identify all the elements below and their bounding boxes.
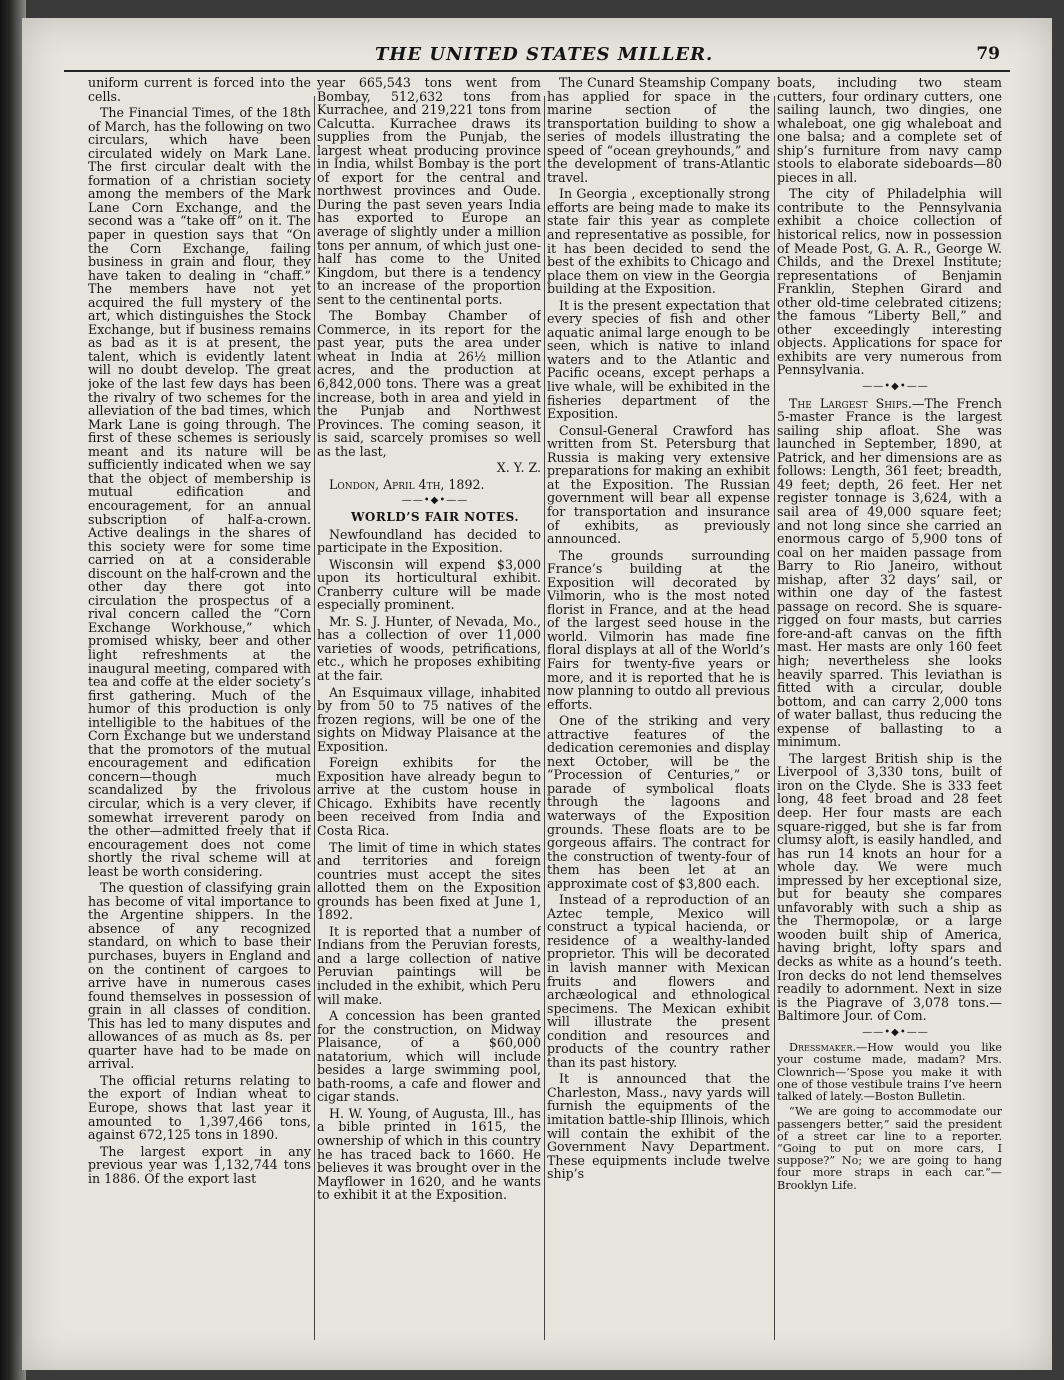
note-paragraph: The city of Philadelphia will contribute to the Pennsylvania exhibit a choice collection of historical relics, now in possession of Meade Post, G. A. R., George W. Childs, and the Drexel Institute; representations of Benjamin Franklin, Stephen Girard and other old-time celebrated citizens; the famous “Liberty Bell,” and other exceedingly interesting objects. Applications for space for exhibits are very numerous from Pennsylvania. <box>777 186 1002 378</box>
note-paragraph: Consul-General Crawford has written from St. Petersburg that Russia is making very extensive preparations for making an exhibit at the Exposition. The Russian government will bear all expense for transportation and insurance of exhibits, as previously announced. <box>547 422 770 547</box>
note-paragraph: Wisconsin will expend $3,000 upon its horticultural exhibit. Cranberry culture will be made especially prominent. <box>317 556 541 613</box>
note-paragraph: Instead of a reproduction of an Aztec temple, Mexico will construct a typical hacienda, or residence of a wealthy-landed proprietor. This will be decorated in lavish manner with Mexican fruits and flowers and archæological and ethnological specimens. The Mexican exhibit will illustrate the present condition and resources and products of the country rather than its past history. <box>547 892 770 1070</box>
header-rule <box>64 70 1010 72</box>
note-paragraph: Mr. S. J. Hunter, of Nevada, Mo., has a collection of over 11,000 varieties of woods, petrifications, etc., which he proposes exhibiting at the fair. <box>317 613 541 683</box>
note-paragraph: It is the present expectation that every species of fish and other aquatic animal large enough to be seen, which is native to inland waters and to the Atlantic and Pacific oceans, except perhaps a live whale, will be exhibited in the fisheries department of the Exposition. <box>547 297 770 422</box>
article-paragraph: The largest export in any previous year was 1,132,744 tons in 1886. Of the export last <box>88 1143 311 1186</box>
column-2 <box>317 76 541 1344</box>
ornament-divider: ——•◆•—— <box>862 1026 929 1038</box>
page-number: 79 <box>976 44 1000 64</box>
article-text: —How would you like your costume made, madam? Mrs. Clownrich—’Spose you make it with one of those vestibule trains I’ve heern talked of lately.—Boston Bulletin. <box>777 1041 1002 1104</box>
note-paragraph: The grounds surrounding France’s building at the Exposition will decorated by Vilmorin, who is the most noted florist in France, and at the head of the largest seed house in the world. Vilmorin has made fine floral displays at all of the World’s Fairs for twenty-five years or more, and it is reported that he is now planning to outdo all previous efforts. <box>547 547 770 712</box>
signature: X. Y. Z. <box>496 460 541 476</box>
column-4 <box>777 76 1002 1344</box>
column-divider <box>544 96 545 1340</box>
column-3 <box>547 76 770 1344</box>
ornament-divider: ——•◆•—— <box>401 495 469 507</box>
article-paragraph: The question of classifying grain has become of vital importance to the Argentine shippers. In the absence of any recognized standard, on which to base their purchases, buyers in England and on the continent of cargoes to arrive have in numerous cases found themselves in possession of grain in all classes of condition. This has led to many disputes and allowances of as much as 8s. per quarter have had to be made on arrival. <box>88 880 311 1072</box>
note-paragraph: Newfoundland has decided to participate in the Exposition. <box>317 526 541 556</box>
article-heading: Dressmaker. <box>789 1041 857 1055</box>
article-paragraph: “We are going to accommodate our passengers better,” said the president of a street car line to a reporter. “Going to put on more cars, I suppose?” No; we are going to hang four more straps in each car.”—Brooklyn Life. <box>777 1105 1002 1192</box>
article-paragraph <box>777 397 1002 749</box>
article-text: —The French 5-master France is the largest sailing ship afloat. She was launched in September, 1890, at Patrick, and her dimensions are as follows: Length, 361 feet; breadth, 49 feet; depth, 26 feet. Her net register tonnage is 3,624, with a sail area of 49,000 square feet; and not long since she carried an enormous cargo of 5,900 tons of coal on her maiden passage from Barry to Rio Janeiro, without mishap, after 32 days’ sail, or within one day of the fastest passage on record. She is square-rigged on four masts, but carries fore-and-aft canvas on the fifth mast. Her masts are only 160 feet high; nevertheless she looks heavily sparred. This leviathan is fitted with a circular, double bottom, and can carry 2,000 tons of water ballast, thus reducing the expense of ballasting to a minimum. <box>777 395 1002 750</box>
ornament-divider: ——•◆•—— <box>862 381 929 393</box>
note-paragraph: The Cunard Steamship Company has applied for space in the marine section of the transportation building to show a series of models illustrating the speed of “ocean greyhounds,” and the development of trans-Atlantic travel. <box>547 76 770 185</box>
note-paragraph: H. W. Young, of Augusta, Ill., has a bible printed in 1615, the ownership of which in this country he has traced back to 1660. He believes it was brought over in the Mayflower in 1620, and he wants to exhibit it at the Exposition. <box>317 1105 541 1203</box>
section-title: WORLD’S FAIR NOTES. <box>350 509 520 524</box>
article-paragraph: uniform current is forced into the cells. <box>88 76 311 104</box>
article-paragraph: The Financial Times, of the 18th of March, has the following on two circulars, which have been circulated widely on Mark Lane. The first circular dealt with the formation of a christian society among the members of the Mark Lane Corn Exchange, and the second was a “take off” on it. The paper in question says that “On the Corn Exchange, failing business in grain and flour, they have taken to dealing in “chaff.” The members have not yet acquired the full mystery of the art, which distinguishes the Stock Exchange, but if business remains as bad as it is at present, the talent, which is evidently latent will no doubt develop. The great joke of the last few days has been the rivalry of two schemes for the alleviation of the bad times, which Mark Lane is going through. The first of these schemes is seriously meant and its nature will be sufficiently indicated when we say that the object of membership is mutual edification and encouragement, for an annual subscription of half-a-crown. Active dealings in the shares of this society were for some time carried on at a considerable discount on the half-crown and the other day there got into circulation the prospectus of a rival concern called the “Corn Exchange Workhouse,” which promised whisky, beer and other light refreshments at the inaugural meeting, compared with tea and coffe at the elder society’s first gathering. Much of the humor of this production is only intelligible to the habitues of the Corn Exchange but we understand that the promotors of the mutual encouragement and edification concern—though much scandalized by the frivolous circular, which is a very clever, if somewhat irreverent parody on the other—admitted freely that if encouragement does not come shortly the rival scheme will at least be worth considering. <box>88 105 311 879</box>
note-paragraph: boats, including two steam cutters, four ordinary cutters, one sailing launch, two dingies, one whaleboat, one gig whaleboat and one balsa; and a complete set of ship’s furniture from navy camp stools to elaborate sideboards—80 pieces in all. <box>777 76 1002 185</box>
column-1 <box>88 76 311 1344</box>
dateline: London, April 4th, 1892. <box>329 476 485 492</box>
article-paragraph: year 665,543 tons went from Bombay, 512,632 tons from Kurrachee, and 219,221 tons from Calcutta. Kurrachee draws its supplies from the Punjab, the largest wheat producing province in India, whilst Bombay is the port of export for the central and northwest provinces and Oude. During the past seven years India has exported to Europe an average of slightly under a million tons per annum, of which just one-half has come to the United Kingdom, but there is a tendency to an increase of the proportion sent to the centinental ports. <box>317 76 541 307</box>
note-paragraph: A concession has been granted for the construction, on Midway Plaisance, of a $60,000 natatorium, which will include besides a large swimming pool, bath-rooms, a cafe and flower and cigar stands. <box>317 1008 541 1105</box>
note-paragraph: An Esquimaux village, inhabited by from 50 to 75 natives of the frozen regions, will be one of the sights on Midway Plaisance at the Exposition. <box>317 684 541 754</box>
column-divider <box>314 96 315 1340</box>
article-heading: The Largest Ships. <box>789 395 912 411</box>
article-paragraph: The Bombay Chamber of Commerce, in its report for the past year, puts the area under wheat in India at 26½ million acres, and the production at 6,842,000 tons. There was a great increase, both in area and yield in the Punjab and Northwest Provinces. The coming season, it is said, scarcely promises so well as the last, <box>317 308 541 459</box>
note-paragraph: It is reported that a number of Indians from the Peruvian forests, and a large collection of native Peruvian paintings will be included in the exhibit, which Peru will make. <box>317 923 541 1007</box>
note-paragraph: Foreign exhibits for the Exposition have already begun to arrive at the custom house in Chicago. Exhibits have recently been received from India and Costa Rica. <box>317 755 541 838</box>
article-paragraph <box>777 1042 1002 1103</box>
column-divider <box>774 96 775 1340</box>
publication-title: THE UNITED STATES MILLER. <box>375 44 714 65</box>
running-head <box>300 44 1000 68</box>
note-paragraph: The limit of time in which states and territories and foreign countries must accept the sites allotted them on the Exposition grounds has been fixed at June 1, 1892. <box>317 839 541 923</box>
note-paragraph: In Georgia , exceptionally strong efforts are being made to make its state fair this year as complete and representative as possible, for it has been decided to send the best of the exhibits to Chicago and place them on view in the Georgia building at the Exposition. <box>547 186 770 297</box>
note-paragraph: It is announced that the Charleston, Mass., navy yards will furnish the equipments of the imitation battle-ship Illinois, which will contain the exhibit of the Government Navy Department. These equipments include twelve ship’s <box>547 1071 770 1182</box>
note-paragraph: One of the striking and very attractive features of the dedication ceremonies and display next October, will be the “Procession of Centuries,” or parade of symbolical floats through the lagoons and waterways of the Exposition grounds. These floats are to be gorgeous affairs. The contract for the construction of twenty-four of them has been let at an approximate cost of $3,800 each. <box>547 713 770 891</box>
article-paragraph: The official returns relating to the export of Indian wheat to Europe, shows that last year it amounted to 1,397,466 tons, against 672,125 tons in 1890. <box>88 1072 311 1143</box>
article-paragraph: The largest British ship is the Liverpool of 3,330 tons, built of iron on the Clyde. She is 333 feet long, 48 feet broad and 28 feet deep. Her four masts are each square-rigged, but she is far from clumsy aloft, is easily handled, and has run 14 knots an hour for a whole day. We were much impressed by her exceptional size, but for beauty she compares unfavorably with such a ship as the Thermopolæ, or a large wooden built ship of America, having bright, lofty spars and decks as white as a hound’s teeth. Iron decks do not lend themselves readily to adornment. Next in size is the Piagrave of 3,078 tons.—Baltimore Jour. of Com. <box>777 750 1002 1024</box>
